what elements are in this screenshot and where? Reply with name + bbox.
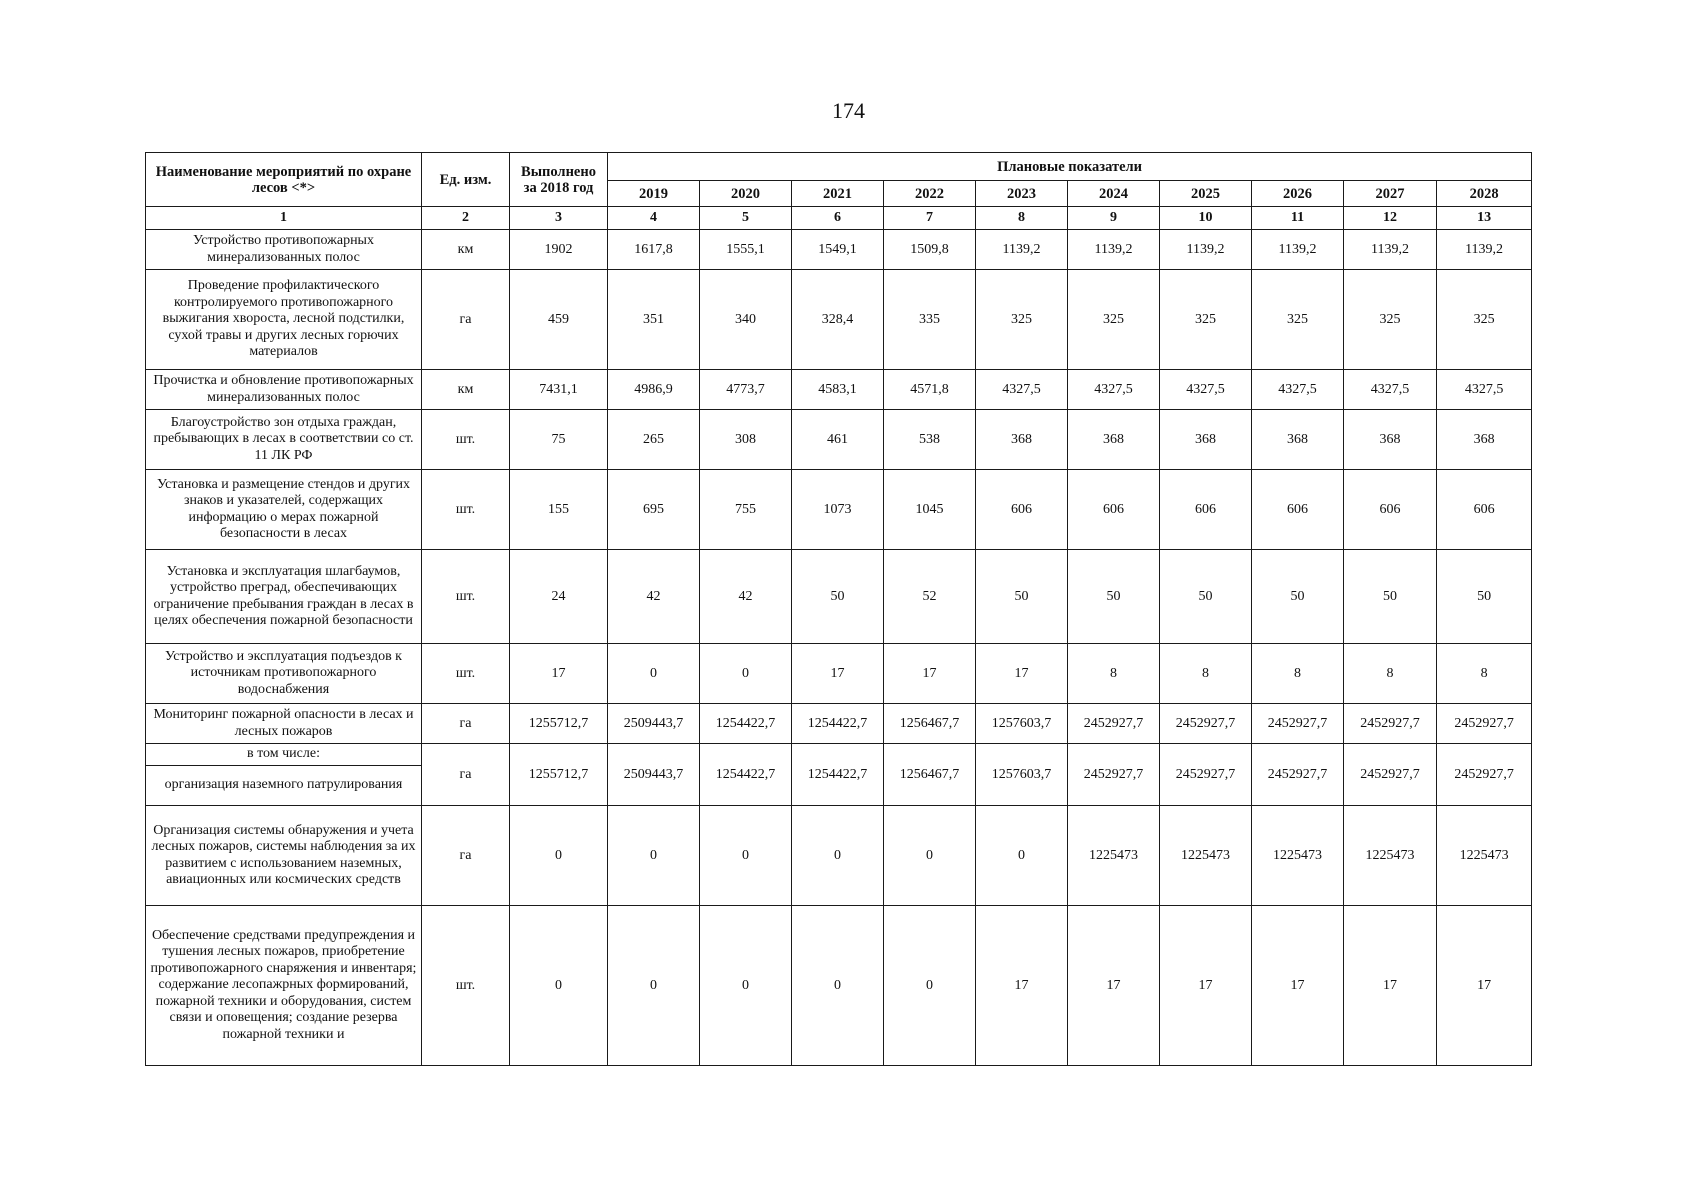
header-year: 2028	[1437, 181, 1532, 207]
row-value: 17	[792, 644, 884, 704]
row-value: 1139,2	[1344, 230, 1437, 270]
row-value: 2452927,7	[1437, 704, 1532, 744]
row-value: 4986,9	[608, 370, 700, 410]
row-value: 755	[700, 470, 792, 550]
row-value: 606	[1068, 470, 1160, 550]
column-number: 6	[792, 207, 884, 230]
row-value: 2452927,7	[1344, 744, 1437, 806]
subrow-label: в том числе:	[146, 744, 422, 766]
header-year: 2019	[608, 181, 700, 207]
row-value: 0	[884, 806, 976, 906]
row-value: 2452927,7	[1344, 704, 1437, 744]
row-name: Проведение профилактического контролируемого противопожарного выжигания хвороста, лесной подстилки, сухой травы и других лесных горючих материалов	[146, 270, 422, 370]
column-number: 3	[510, 207, 608, 230]
row-name: Устройство противопожарных минерализованных полос	[146, 230, 422, 270]
row-name: Прочистка и обновление противопожарных минерализованных полос	[146, 370, 422, 410]
table-row	[146, 270, 1532, 370]
row-value: 8	[1160, 644, 1252, 704]
row-value: 50	[792, 550, 884, 644]
row-value: 42	[700, 550, 792, 644]
row-value: 368	[1344, 410, 1437, 470]
row-value: 0	[608, 644, 700, 704]
row-value: 325	[1344, 270, 1437, 370]
row-unit: га	[422, 806, 510, 906]
table-row	[146, 370, 1532, 410]
table-row	[146, 550, 1532, 644]
row-value: 606	[1252, 470, 1344, 550]
row-value: 17	[1252, 906, 1344, 1066]
row-value: 368	[1252, 410, 1344, 470]
row-value: 1617,8	[608, 230, 700, 270]
row-value: 606	[976, 470, 1068, 550]
forest-protection-table	[145, 152, 1532, 1066]
row-value: 1139,2	[1252, 230, 1344, 270]
row-value: 17	[884, 644, 976, 704]
row-value: 50	[976, 550, 1068, 644]
row-value: 2452927,7	[1068, 744, 1160, 806]
row-value: 325	[1160, 270, 1252, 370]
row-value: 538	[884, 410, 976, 470]
header-year: 2020	[700, 181, 792, 207]
row-name: Организация системы обнаружения и учета лесных пожаров, системы наблюдения за их развитием с использованием наземных, авиационных или космических средств	[146, 806, 422, 906]
table-row	[146, 410, 1532, 470]
table-row	[146, 470, 1532, 550]
row-value: 1902	[510, 230, 608, 270]
header-name: Наименование мероприятий по охране лесов <*>	[146, 153, 422, 207]
row-value: 368	[1437, 410, 1532, 470]
header-year: 2026	[1252, 181, 1344, 207]
row-value: 17	[1160, 906, 1252, 1066]
row-unit: шт.	[422, 906, 510, 1066]
row-value: 0	[608, 906, 700, 1066]
header-done-2018: Выполнено за 2018 год	[510, 153, 608, 207]
row-value: 606	[1160, 470, 1252, 550]
row-value: 24	[510, 550, 608, 644]
column-number: 11	[1252, 207, 1344, 230]
row-value: 1225473	[1252, 806, 1344, 906]
column-number: 2	[422, 207, 510, 230]
row-value: 1139,2	[1160, 230, 1252, 270]
row-value: 17	[976, 644, 1068, 704]
row-unit: шт.	[422, 550, 510, 644]
row-name: Установка и размещение стендов и других знаков и указателей, содержащих информацию о мерах пожарной безопасности в лесах	[146, 470, 422, 550]
row-unit: шт.	[422, 470, 510, 550]
table-row	[146, 906, 1532, 1066]
column-number: 5	[700, 207, 792, 230]
row-value: 368	[1160, 410, 1252, 470]
row-value: 50	[1068, 550, 1160, 644]
row-value: 328,4	[792, 270, 884, 370]
row-value: 4327,5	[1068, 370, 1160, 410]
row-value: 2452927,7	[1160, 744, 1252, 806]
row-value: 1225473	[1437, 806, 1532, 906]
row-unit: га	[422, 270, 510, 370]
row-value: 50	[1437, 550, 1532, 644]
row-value: 4327,5	[976, 370, 1068, 410]
table-body	[146, 230, 1532, 1066]
row-value: 368	[1068, 410, 1160, 470]
column-number: 1	[146, 207, 422, 230]
row-value: 459	[510, 270, 608, 370]
header-unit: Ед. изм.	[422, 153, 510, 207]
header-year: 2023	[976, 181, 1068, 207]
table-row	[146, 230, 1532, 270]
row-value: 1254422,7	[792, 704, 884, 744]
row-unit: га	[422, 704, 510, 744]
row-value: 4327,5	[1252, 370, 1344, 410]
row-value: 1549,1	[792, 230, 884, 270]
row-value: 351	[608, 270, 700, 370]
row-value: 606	[1344, 470, 1437, 550]
row-value: 17	[1344, 906, 1437, 1066]
row-value: 1255712,7	[510, 704, 608, 744]
row-value: 0	[700, 806, 792, 906]
row-name: Благоустройство зон отдыха граждан, пребывающих в лесах в соответствии со ст. 11 ЛК РФ	[146, 410, 422, 470]
header-year: 2024	[1068, 181, 1160, 207]
row-unit: км	[422, 370, 510, 410]
row-value: 1555,1	[700, 230, 792, 270]
row-unit: шт.	[422, 410, 510, 470]
row-value: 17	[1068, 906, 1160, 1066]
header-year: 2027	[1344, 181, 1437, 207]
row-name: Устройство и эксплуатация подъездов к источникам противопожарного водоснабжения	[146, 644, 422, 704]
row-value: 8	[1437, 644, 1532, 704]
row-value: 0	[792, 806, 884, 906]
row-unit: га	[422, 744, 510, 806]
row-value: 8	[1344, 644, 1437, 704]
row-value: 0	[608, 806, 700, 906]
row-value: 1255712,7	[510, 744, 608, 806]
row-value: 42	[608, 550, 700, 644]
row-value: 2452927,7	[1252, 744, 1344, 806]
row-name: организация наземного патрулирования	[146, 766, 422, 806]
row-value: 1139,2	[1068, 230, 1160, 270]
column-number: 8	[976, 207, 1068, 230]
row-value: 2509443,7	[608, 704, 700, 744]
row-value: 1225473	[1160, 806, 1252, 906]
row-value: 1256467,7	[884, 704, 976, 744]
column-number: 13	[1437, 207, 1532, 230]
header-year: 2021	[792, 181, 884, 207]
row-value: 1225473	[1344, 806, 1437, 906]
row-unit: шт.	[422, 644, 510, 704]
row-value: 4773,7	[700, 370, 792, 410]
row-value: 17	[976, 906, 1068, 1066]
row-value: 17	[1437, 906, 1532, 1066]
column-number: 4	[608, 207, 700, 230]
row-value: 308	[700, 410, 792, 470]
row-name: Мониторинг пожарной опасности в лесах и лесных пожаров	[146, 704, 422, 744]
row-value: 4327,5	[1437, 370, 1532, 410]
row-value: 335	[884, 270, 976, 370]
row-value: 8	[1068, 644, 1160, 704]
row-value: 75	[510, 410, 608, 470]
row-value: 4583,1	[792, 370, 884, 410]
row-value: 4327,5	[1344, 370, 1437, 410]
row-value: 695	[608, 470, 700, 550]
row-value: 2452927,7	[1160, 704, 1252, 744]
row-value: 325	[1252, 270, 1344, 370]
column-number: 10	[1160, 207, 1252, 230]
row-value: 1073	[792, 470, 884, 550]
row-value: 17	[510, 644, 608, 704]
row-value: 50	[1344, 550, 1437, 644]
row-value: 325	[976, 270, 1068, 370]
row-value: 2452927,7	[1252, 704, 1344, 744]
column-number: 12	[1344, 207, 1437, 230]
row-value: 0	[700, 644, 792, 704]
row-value: 0	[792, 906, 884, 1066]
column-number: 7	[884, 207, 976, 230]
row-value: 2452927,7	[1068, 704, 1160, 744]
row-value: 1257603,7	[976, 704, 1068, 744]
row-value: 340	[700, 270, 792, 370]
row-value: 1254422,7	[700, 744, 792, 806]
row-value: 52	[884, 550, 976, 644]
row-value: 461	[792, 410, 884, 470]
row-value: 368	[976, 410, 1068, 470]
row-unit: км	[422, 230, 510, 270]
page-number: 174	[832, 98, 865, 123]
row-value: 325	[1068, 270, 1160, 370]
column-number: 9	[1068, 207, 1160, 230]
row-value: 4571,8	[884, 370, 976, 410]
row-value: 2509443,7	[608, 744, 700, 806]
row-value: 1256467,7	[884, 744, 976, 806]
row-value: 0	[700, 906, 792, 1066]
table-row	[146, 744, 1532, 766]
row-name: Установка и эксплуатация шлагбаумов, устройство преград, обеспечивающих ограничение пребывания граждан в лесах в целях обеспечения пожарной безопасности	[146, 550, 422, 644]
row-value: 50	[1160, 550, 1252, 644]
row-value: 7431,1	[510, 370, 608, 410]
row-value: 1225473	[1068, 806, 1160, 906]
row-value: 1254422,7	[792, 744, 884, 806]
table-row	[146, 704, 1532, 744]
header-year: 2025	[1160, 181, 1252, 207]
row-value: 0	[510, 906, 608, 1066]
row-value: 1509,8	[884, 230, 976, 270]
row-name: Обеспечение средствами предупреждения и тушения лесных пожаров, приобретение противопожарного снаряжения и инвентаря; содержание лесопажрных формирований, пожарной техники и оборудования, систем связи и оповещения; создание резерва пожарной техники и	[146, 906, 422, 1066]
header-year: 2022	[884, 181, 976, 207]
row-value: 4327,5	[1160, 370, 1252, 410]
row-value: 50	[1252, 550, 1344, 644]
row-value: 2452927,7	[1437, 744, 1532, 806]
row-value: 0	[884, 906, 976, 1066]
row-value: 8	[1252, 644, 1344, 704]
table-row	[146, 806, 1532, 906]
row-value: 155	[510, 470, 608, 550]
table-row	[146, 644, 1532, 704]
header-planned: Плановые показатели	[608, 153, 1532, 181]
row-value: 0	[976, 806, 1068, 906]
row-value: 1139,2	[976, 230, 1068, 270]
row-value: 1139,2	[1437, 230, 1532, 270]
row-value: 606	[1437, 470, 1532, 550]
row-value: 1045	[884, 470, 976, 550]
row-value: 0	[510, 806, 608, 906]
row-value: 1257603,7	[976, 744, 1068, 806]
row-value: 265	[608, 410, 700, 470]
row-value: 325	[1437, 270, 1532, 370]
row-value: 1254422,7	[700, 704, 792, 744]
